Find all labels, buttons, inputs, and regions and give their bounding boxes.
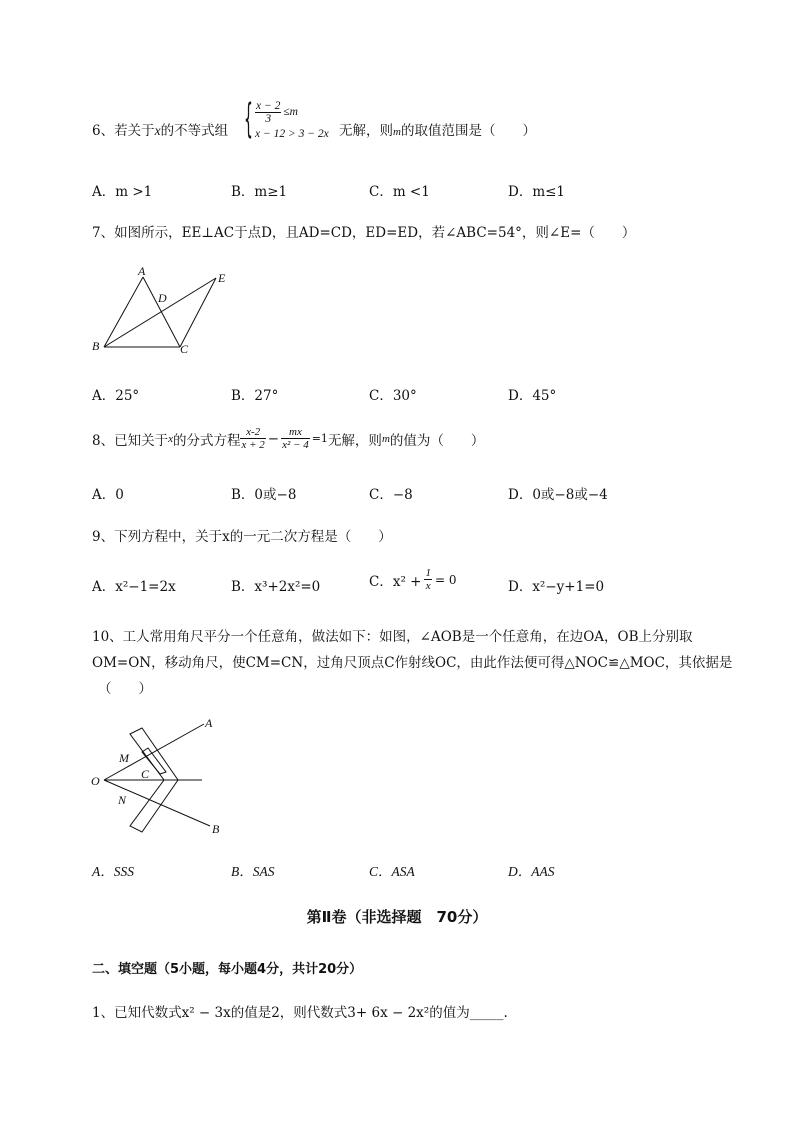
q6-stem: 6、若关于x的不等式组 — [92, 123, 229, 139]
q7-option-a[interactable]: A．25° — [92, 388, 140, 404]
label-a: A — [205, 716, 213, 730]
q6-option-c[interactable]: C．m <1 — [369, 184, 430, 200]
segment-ce — [180, 278, 216, 347]
q8-option-b[interactable]: B．0或−8 — [231, 487, 297, 503]
label-o: O — [91, 774, 100, 788]
q9-stem: 9、下列方程中，关于x的一元二次方程是（ ） — [92, 529, 392, 545]
q9-option-c[interactable]: C．x² + $\frac{1}{x}$ = 0 — [369, 567, 457, 592]
q9-option-b[interactable]: B．x³+2x²=0 — [231, 579, 321, 595]
q6-option-a[interactable]: A．m >1 — [92, 184, 153, 200]
q8-fraction-1: $\frac{x-2}{x + 2}$ — [241, 426, 265, 451]
q9-option-a[interactable]: A．x²−1=2x — [92, 579, 176, 595]
segment-be — [104, 278, 216, 347]
label-n: N — [118, 793, 127, 807]
label-e: E — [218, 271, 226, 285]
brace-icon: { — [244, 96, 253, 142]
q8-stem: 8、已知关于 x 的分式方程 $\frac{x-2}{x + 2}$ − $\frac{mx}{\text{x² − 4}}$ =1 无解，则 m 的值为（ ） — [92, 426, 485, 451]
fill-q1: 1、已知代数式x² − 3x的值是2，则代数式3+ 6x − 2x²的值为_____. — [92, 1005, 508, 1021]
q6-stem-tail: 无解，则m的取值范围是（ ） — [339, 123, 536, 139]
part2-section-heading: 二、填空题（5小题，每小题4分，共计20分） — [92, 962, 363, 977]
label-c: C — [141, 767, 150, 781]
segment-ba — [104, 277, 143, 347]
q7-option-c[interactable]: C．30° — [369, 388, 417, 404]
q6-option-b[interactable]: B．m≥1 — [231, 184, 288, 200]
q6-option-d[interactable]: D．m≤1 — [508, 184, 566, 200]
q8-option-c[interactable]: C．−8 — [369, 487, 413, 503]
q8-fraction-2: $\frac{mx}{\text{x² − 4}}$ — [282, 426, 309, 451]
q7-option-d[interactable]: D．45° — [508, 388, 557, 404]
label-c: C — [180, 342, 189, 356]
q10-option-a[interactable]: A．SSS — [92, 864, 134, 879]
q6-inequality-system: $\frac{x - 2}{3}$ ≤m x − 12 > 3 − 2x — [255, 100, 329, 140]
q10-option-d[interactable]: D．AAS — [508, 864, 555, 879]
q10-option-b[interactable]: B．SAS — [231, 864, 275, 879]
q10-stem-line2: OM=ON，移动角尺，使CM=CN，过角尺顶点C作射线OC，由此作法便可得△NOC≌△MOC，其依据是 — [92, 655, 733, 671]
q7-option-b[interactable]: B．27° — [231, 388, 279, 404]
label-m: M — [119, 751, 129, 765]
q10-option-c[interactable]: C．ASA — [369, 864, 415, 879]
label-a: A — [138, 264, 146, 278]
q10-stem-line3: （ ） — [98, 681, 152, 697]
q7-stem: 7、如图所示，EE⊥AC于点D，且AD=CD，ED=ED，若∠ABC=54°，则∠E=（ ） — [92, 225, 636, 241]
part2-title: 第Ⅱ卷（非选择题 70分） — [306, 908, 488, 926]
q8-option-d[interactable]: D．0或−8或−4 — [508, 487, 608, 503]
label-b: B — [92, 339, 100, 353]
q10-stem-line1: 10、工人常用角尺平分一个任意角，做法如下：如图，∠AOB是一个任意角，在边OA，OB上分别取 — [92, 629, 693, 645]
q7-triangle-figure — [88, 262, 238, 358]
label-d: D — [158, 291, 167, 305]
q10-angle-ruler-figure — [86, 712, 236, 840]
q9-option-d[interactable]: D．x²−y+1=0 — [508, 579, 605, 595]
label-b: B — [212, 822, 220, 836]
q8-option-a[interactable]: A．0 — [92, 487, 124, 503]
